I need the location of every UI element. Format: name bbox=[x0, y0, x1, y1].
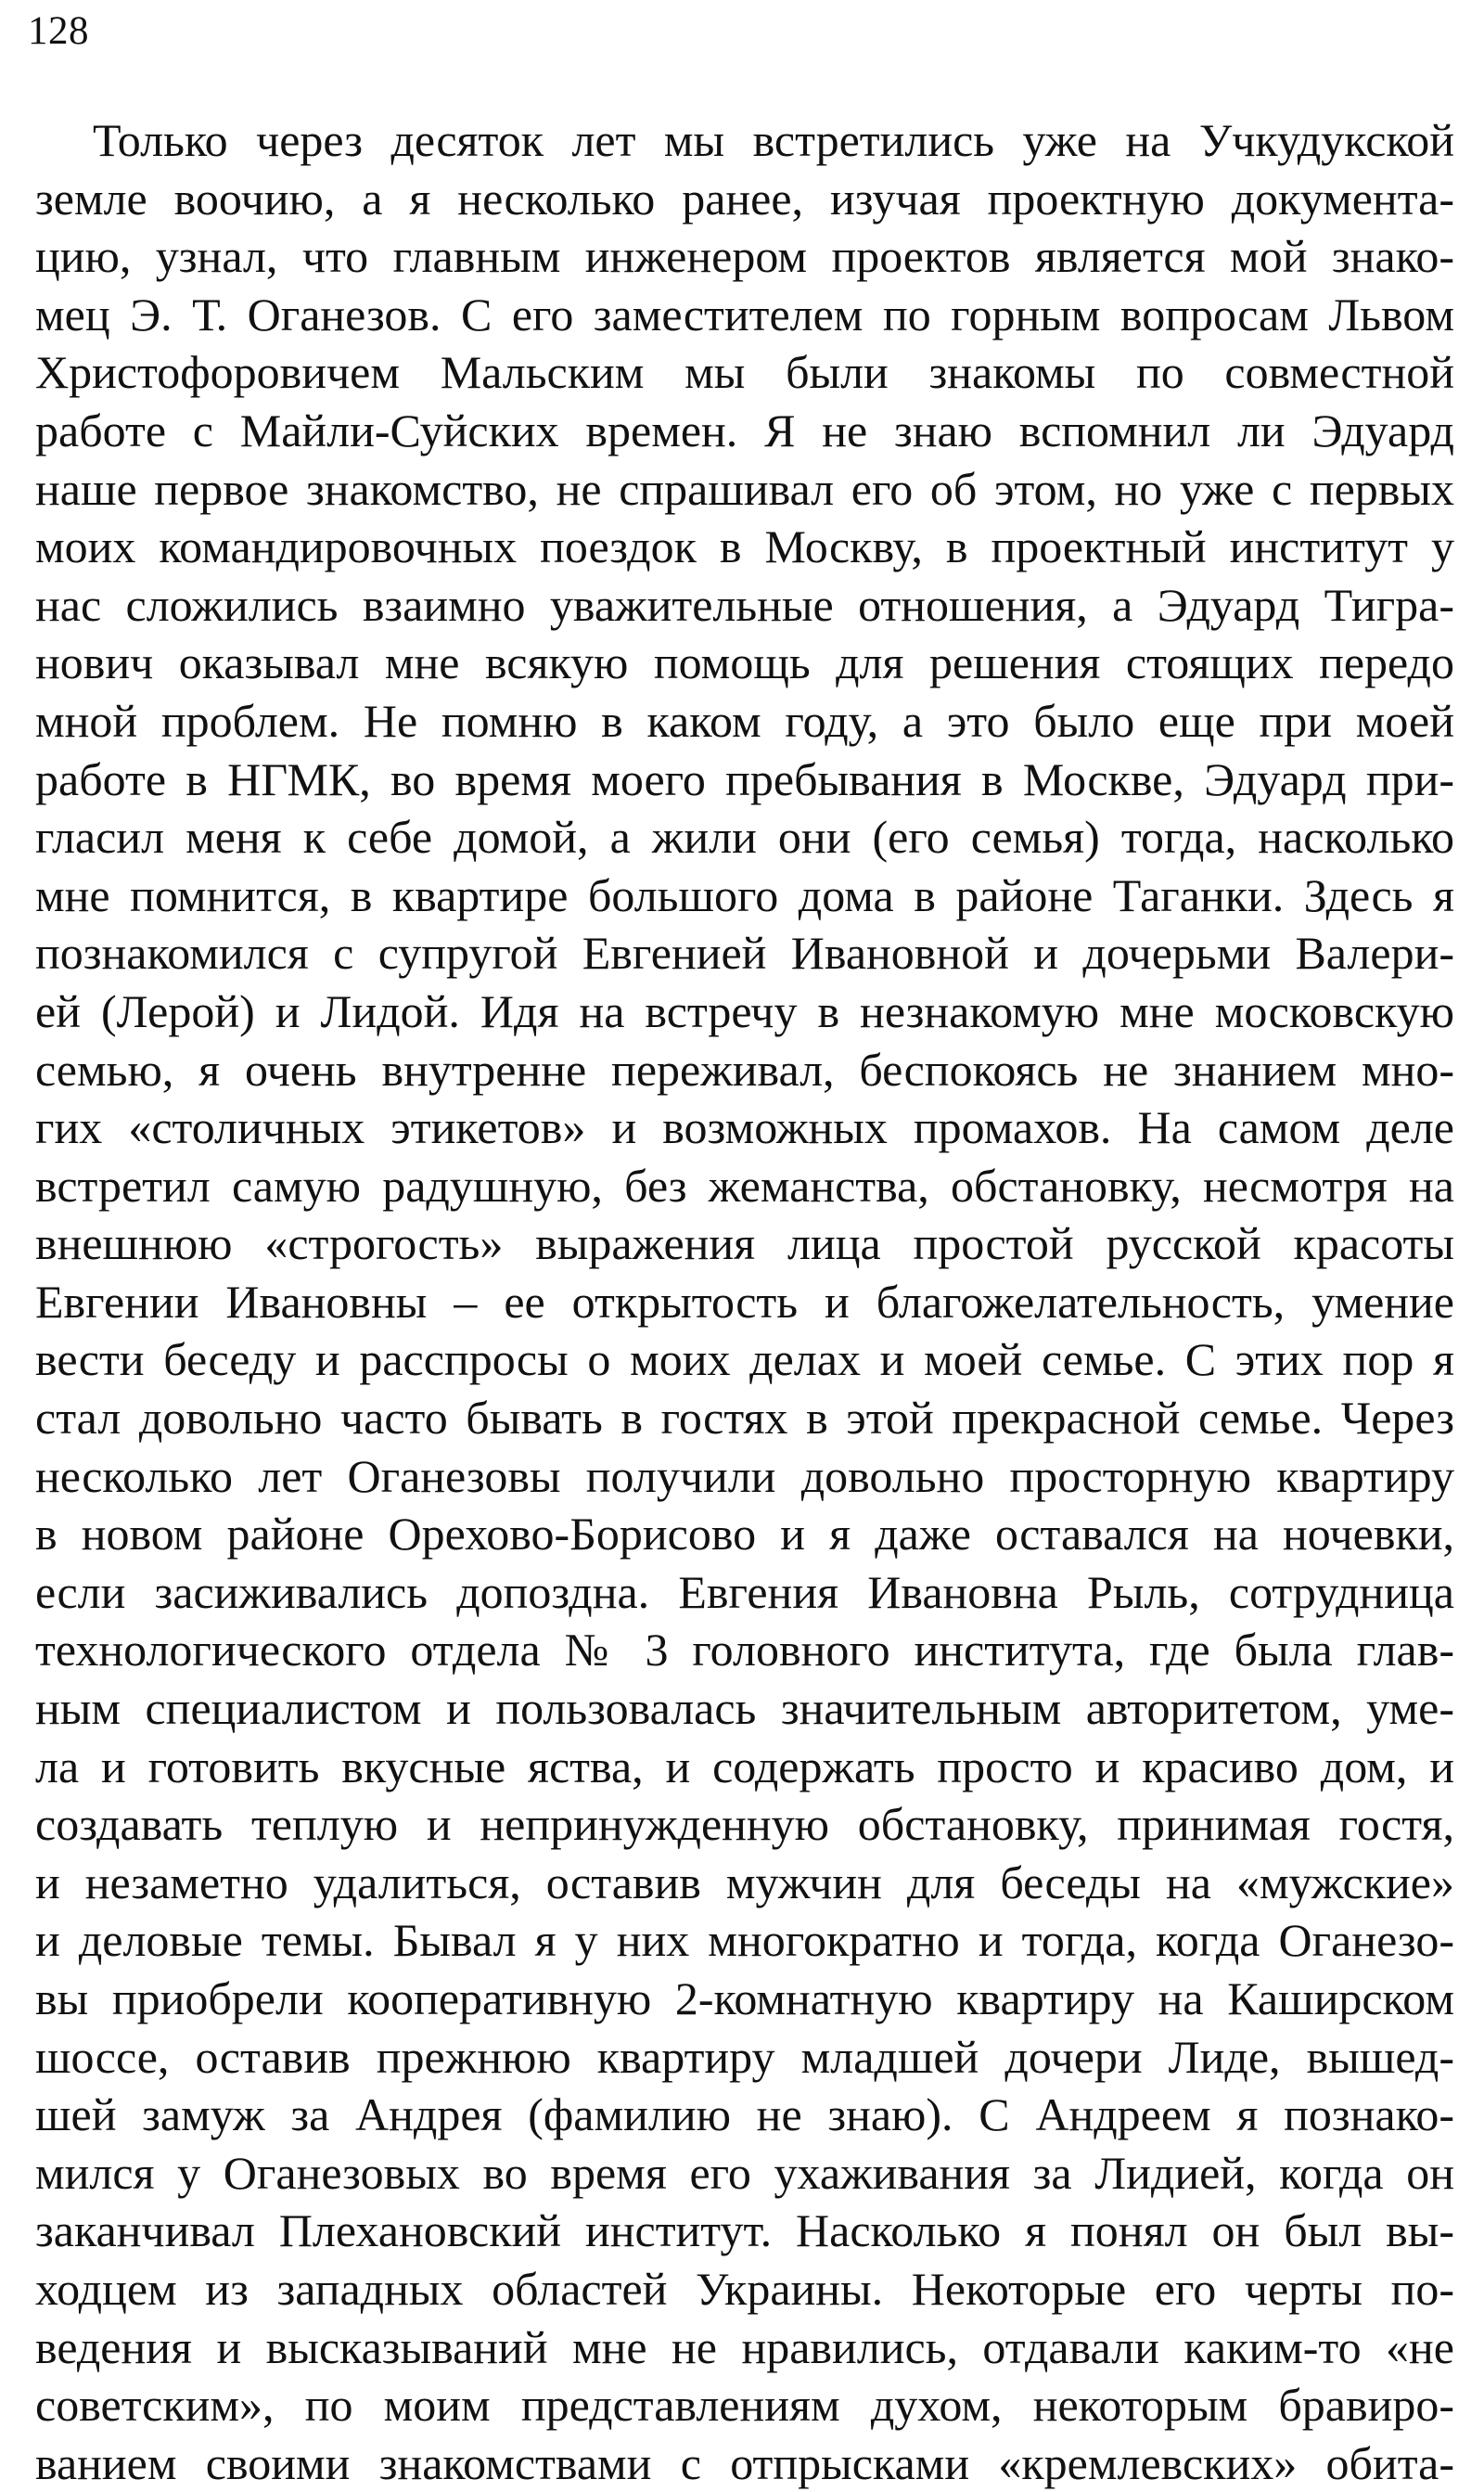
body-text bbox=[35, 111, 1454, 2492]
text-line: гих «столичных этикетов» и возможных промахов. На самом деле bbox=[35, 1101, 1454, 1154]
text-line: и деловые темы. Бывал я у них многократно и тогда, когда Оганезо- bbox=[35, 1914, 1454, 1967]
text-line: нас сложились взаимно уважительные отношения, а Эдуард Тигра- bbox=[35, 578, 1454, 631]
text-line: Евгении Ивановны – ее открытость и благожелательность, умение bbox=[35, 1275, 1454, 1328]
text-line: ла и готовить вкусные яства, и содержать просто и красиво дом, и bbox=[35, 1740, 1454, 1792]
text-line: если засиживались допоздна. Евгения Ивановна Рыль, сотрудница bbox=[35, 1565, 1454, 1618]
text-line: работе с Майли-Суйских времен. Я не знаю вспомнил ли Эдуард bbox=[35, 404, 1454, 456]
text-line: вести беседу и расспросы о моих делах и моей семье. С этих пор я bbox=[35, 1333, 1454, 1386]
text-line: в новом районе Орехово-Борисово и я даже оставался на ночевки, bbox=[35, 1508, 1454, 1561]
text-line: гласил меня к себе домой, а жили они (его семья) тогда, насколько bbox=[35, 811, 1454, 864]
text-line: встретил самую радушную, без жеманства, обстановку, несмотря на bbox=[35, 1159, 1454, 1212]
text-line: внешнюю «строгость» выражения лица простой русской красоты bbox=[35, 1217, 1454, 1270]
text-line: шей замуж за Андрея (фамилию не знаю). С Андреем я познако- bbox=[35, 2088, 1454, 2141]
text-line: наше первое знакомство, не спрашивал его об этом, но уже с первых bbox=[35, 462, 1454, 515]
text-line: стал довольно часто бывать в гостях в этой прекрасной семье. Через bbox=[35, 1392, 1454, 1445]
text-line: несколько лет Оганезовы получили довольно просторную квартиру bbox=[35, 1449, 1454, 1502]
text-line: мился у Оганезовых во время его ухаживания за Лидией, когда он bbox=[35, 2146, 1454, 2199]
text-line: шоссе, оставив прежнюю квартиру младшей дочери Лиде, вышед- bbox=[35, 2030, 1454, 2083]
text-line: работе в НГМК, во время моего пребывания в Москве, Эдуард при- bbox=[35, 752, 1454, 805]
text-line: познакомился с супругой Евгенией Ивановной и дочерьми Валери- bbox=[35, 927, 1454, 980]
text-line: советским», по моим представлениям духом, некоторым бравиро- bbox=[35, 2379, 1454, 2432]
page-number: 128 bbox=[28, 9, 89, 53]
text-line: ей (Лерой) и Лидой. Идя на встречу в незнакомую мне московскую bbox=[35, 984, 1454, 1037]
text-line: заканчивал Плехановский институт. Насколько я понял он был вы- bbox=[35, 2204, 1454, 2257]
text-line: мной проблем. Не помню в каком году, а это было еще при моей bbox=[35, 694, 1454, 747]
text-line: ванием своими знакомствами с отпрысками «кремлевских» обита- bbox=[35, 2436, 1454, 2489]
text-line: технологического отдела № 3 головного института, где была глав- bbox=[35, 1624, 1454, 1676]
text-line: ходцем из западных областей Украины. Некоторые его черты по- bbox=[35, 2262, 1454, 2315]
text-line: нович оказывал мне всякую помощь для решения стоящих передо bbox=[35, 636, 1454, 689]
text-line: создавать теплую и непринужденную обстановку, принимая гостя, bbox=[35, 1798, 1454, 1851]
text-line: ным специалистом и пользовалась значительным авторитетом, уме- bbox=[35, 1682, 1454, 1735]
text-line: моих командировочных поездок в Москву, в проектный институт у bbox=[35, 520, 1454, 573]
text-line: Только через десяток лет мы встретились уже на Учкудукской bbox=[93, 114, 1454, 166]
text-line: цию, узнал, что главным инженером проектов является мой знако- bbox=[35, 230, 1454, 283]
text-line: и незаметно удалиться, оставив мужчин для беседы на «мужские» bbox=[35, 1856, 1454, 1908]
text-line: мне помнится, в квартире большого дома в районе Таганки. Здесь я bbox=[35, 868, 1454, 921]
text-line: земле воочию, а я несколько ранее, изучая проектную документа- bbox=[35, 172, 1454, 225]
text-line: вы приобрели кооперативную 2-комнатную квартиру на Каширском bbox=[35, 1972, 1454, 2024]
text-line: Христофоровичем Мальским мы были знакомы по совместной bbox=[35, 346, 1454, 399]
text-line: семью, я очень внутренне переживал, беспокоясь не знанием мно- bbox=[35, 1043, 1454, 1096]
text-line: ведения и высказываний мне не нравились, отдавали каким-то «не bbox=[35, 2320, 1454, 2373]
text-line: мец Э. Т. Оганезов. С его заместителем по горным вопросам Львом bbox=[35, 288, 1454, 340]
